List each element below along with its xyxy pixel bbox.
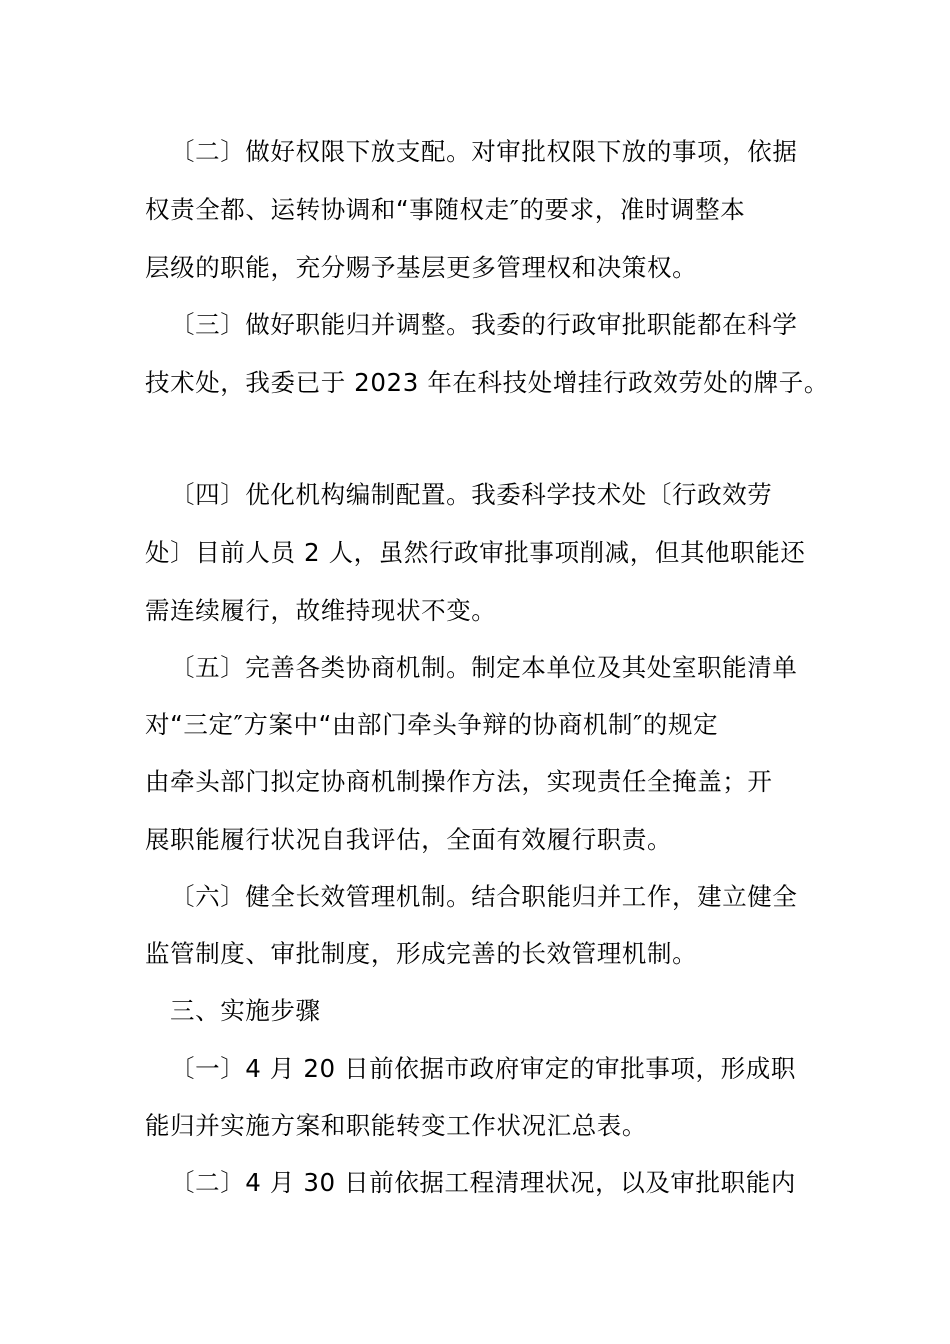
- paragraph-line: 〔二〕做好权限下放支配。对审批权限下放的事项，依据: [170, 137, 798, 166]
- paragraph-line: 〔四〕优化机构编制配置。我委科学技术处〔行政效劳: [170, 480, 773, 509]
- paragraph-line: 〔三〕做好职能归并调整。我委的行政审批职能都在科学: [170, 310, 798, 339]
- paragraph-line: 权责全都、运转协调和“事随权走″的要求，准时调整本: [145, 195, 746, 224]
- paragraph-line: 〔六〕健全长效管理机制。结合职能归并工作，建立健全: [170, 882, 798, 911]
- paragraph-line: 监管制度、审批制度，形成完善的长效管理机制。: [145, 939, 698, 968]
- paragraph-line: 由牵头部门拟定协商机制操作方法，实现责任全掩盖；开: [145, 767, 773, 796]
- paragraph-line: 〔五〕完善各类协商机制。制定本单位及其处室职能清单: [170, 653, 798, 682]
- paragraph-line: 〔二〕4 月 30 日前依据工程清理状况，以及审批职能内: [170, 1168, 796, 1197]
- paragraph-line: 处〕目前人员 2 人，虽然行政审批事项削减，但其他职能还: [145, 538, 806, 567]
- section-heading: 三、实施步骤: [170, 996, 321, 1025]
- paragraph-line: 需连续履行，故维持现状不变。: [145, 596, 497, 625]
- paragraph-line: 展职能履行状况自我评估，全面有效履行职责。: [145, 825, 673, 854]
- paragraph-line: 层级的职能，充分赐予基层更多管理权和决策权。: [145, 253, 698, 282]
- paragraph-line: 对“三定″方案中“由部门牵头争辩的协商机制″的规定: [145, 710, 719, 739]
- paragraph-line: 能归并实施方案和职能转变工作状况汇总表。: [145, 1111, 647, 1140]
- paragraph-line: 技术处，我委已于 2023 年在科技处增挂行政效劳处的牌子。: [145, 368, 829, 397]
- paragraph-line: 〔一〕4 月 20 日前依据市政府审定的审批事项，形成职: [170, 1054, 796, 1083]
